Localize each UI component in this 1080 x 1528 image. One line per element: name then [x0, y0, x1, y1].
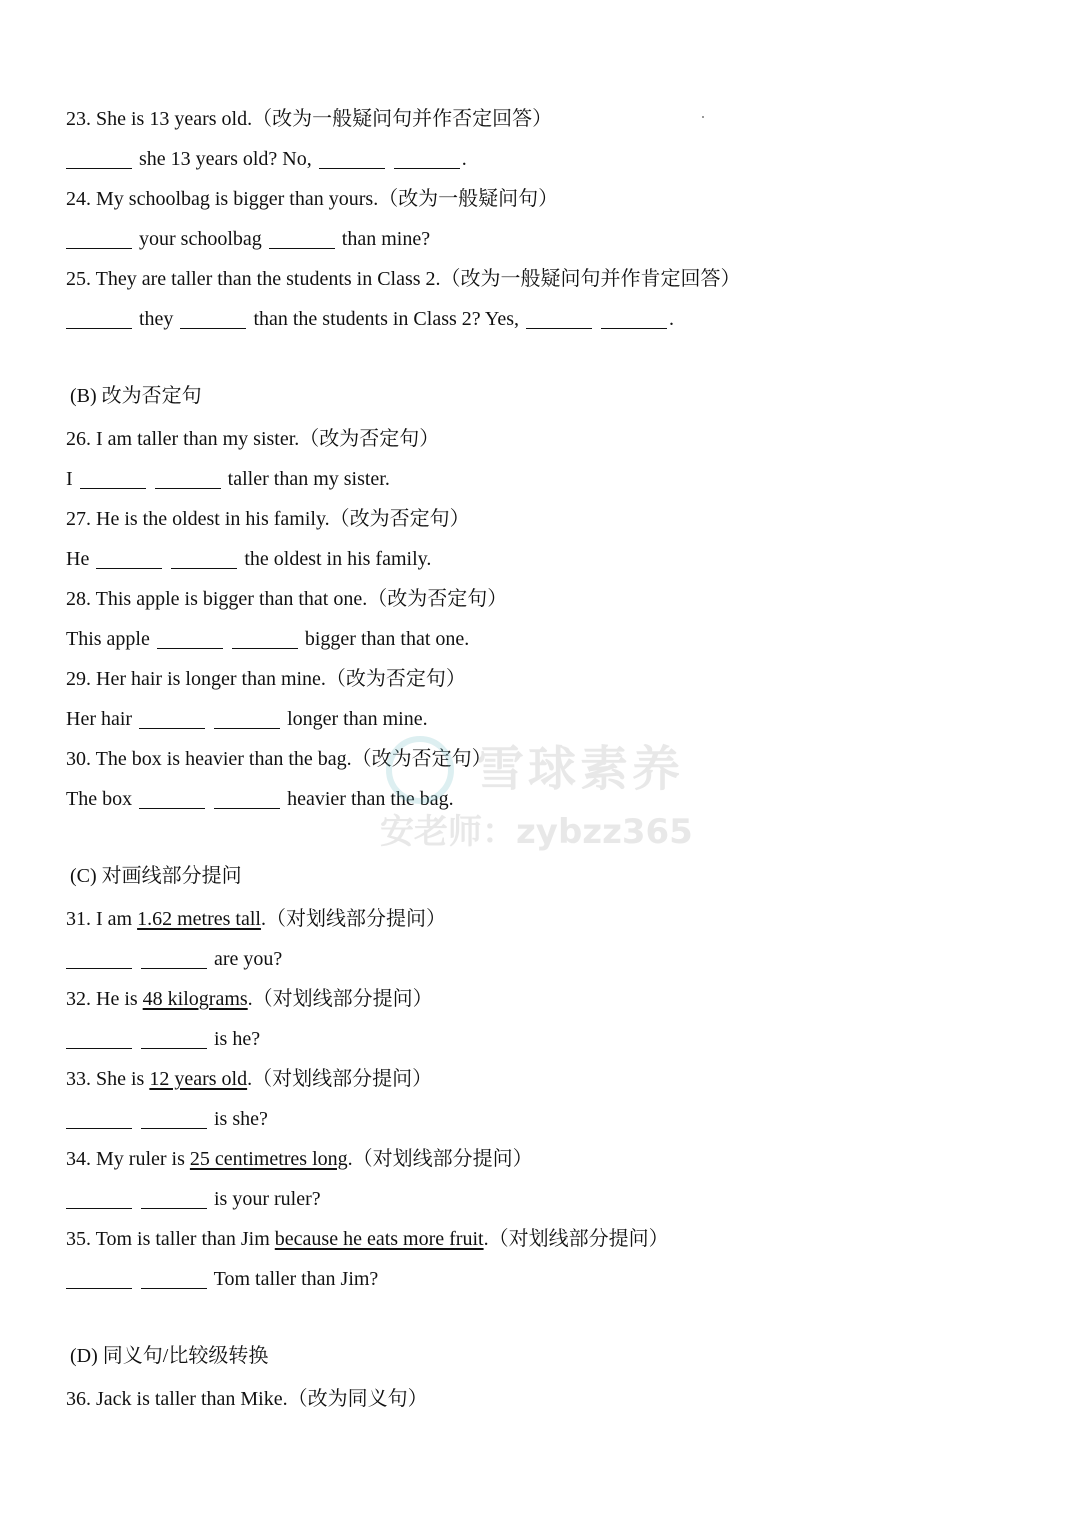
- answer-blank[interactable]: [66, 948, 132, 969]
- answer-blank[interactable]: [269, 228, 335, 249]
- watermark-title: 雪球素养: [476, 741, 685, 797]
- answer-23: she 13 years old? No, .: [66, 146, 1040, 172]
- answer-31: are you?: [66, 946, 1040, 972]
- section-d-heading: (D) 同义句/比较级转换: [70, 1345, 269, 1367]
- answer-27: He the oldest in his family.: [66, 548, 432, 570]
- answer-blank[interactable]: [66, 308, 132, 329]
- underlined-phrase: because he eats more fruit: [274, 1228, 484, 1250]
- answer-blank[interactable]: [394, 148, 460, 169]
- answer-35: Tom taller than Jim?: [66, 1266, 1040, 1292]
- answer-29: Her hair longer than mine.: [66, 708, 428, 730]
- question-34: 34. My ruler is 25 centimetres long.（对划线部分提问）: [66, 1148, 533, 1170]
- question-26: 26. I am taller than my sister.（改为否定句）: [66, 428, 440, 450]
- answer-28: This apple bigger than that one.: [66, 628, 470, 650]
- underlined-phrase: 25 centimetres long: [189, 1148, 348, 1170]
- answer-blank[interactable]: [214, 708, 280, 729]
- answer-blank[interactable]: [214, 788, 280, 809]
- question-27: 27. He is the oldest in his family.（改为否定句）: [66, 508, 470, 530]
- answer-blank[interactable]: [180, 308, 246, 329]
- answer-blank[interactable]: [171, 548, 237, 569]
- section-b-heading: (B) 改为否定句: [70, 385, 202, 407]
- answer-30: The box heavier than the bag.: [66, 788, 454, 810]
- answer-26: I taller than my sister.: [66, 468, 390, 490]
- answer-blank[interactable]: [66, 1268, 132, 1289]
- answer-blank[interactable]: [141, 1268, 207, 1289]
- answer-32: is he?: [66, 1026, 1040, 1052]
- answer-34: is your ruler?: [66, 1186, 1040, 1212]
- answer-blank[interactable]: [66, 148, 132, 169]
- answer-blank[interactable]: [526, 308, 592, 329]
- answer-blank[interactable]: [66, 1188, 132, 1209]
- answer-blank[interactable]: [141, 948, 207, 969]
- question-24: 24. My schoolbag is bigger than yours.（改为一般疑问句）: [66, 188, 559, 210]
- answer-blank[interactable]: [66, 228, 132, 249]
- question-28: 28. This apple is bigger than that one.（改为否定句）: [66, 588, 508, 610]
- answer-24: your schoolbag than mine?: [66, 226, 1040, 252]
- question-36: 36. Jack is taller than Mike.（改为同义句）: [66, 1388, 428, 1410]
- answer-33: is she?: [66, 1106, 1040, 1132]
- answer-25: they than the students in Class 2? Yes, .: [66, 306, 1040, 332]
- answer-blank[interactable]: [139, 708, 205, 729]
- answer-blank[interactable]: [96, 548, 162, 569]
- answer-blank[interactable]: [155, 468, 221, 489]
- answer-blank[interactable]: [141, 1188, 207, 1209]
- underlined-phrase: 1.62 metres tall: [137, 908, 261, 930]
- answer-blank[interactable]: [66, 1028, 132, 1049]
- question-32: 32. He is 48 kilograms.（对划线部分提问）: [66, 988, 433, 1010]
- answer-blank[interactable]: [66, 1108, 132, 1129]
- question-25: 25. They are taller than the students in Class 2.（改为一般疑问句并作肯定回答）: [66, 268, 741, 290]
- underlined-phrase: 48 kilograms: [142, 988, 248, 1010]
- answer-blank[interactable]: [232, 628, 298, 649]
- answer-blank[interactable]: [319, 148, 385, 169]
- answer-blank[interactable]: [141, 1108, 207, 1129]
- section-c-heading: (C) 对画线部分提问: [70, 865, 242, 887]
- answer-blank[interactable]: [157, 628, 223, 649]
- answer-blank[interactable]: [601, 308, 667, 329]
- question-29: 29. Her hair is longer than mine.（改为否定句）: [66, 668, 466, 690]
- question-33: 33. She is 12 years old.（对划线部分提问）: [66, 1068, 433, 1090]
- question-30: 30. The box is heavier than the bag.（改为否定句）: [66, 748, 492, 770]
- question-31: 31. I am 1.62 metres tall.（对划线部分提问）: [66, 908, 446, 930]
- question-23: 23. She is 13 years old.（改为一般疑问句并作否定回答）: [66, 108, 553, 130]
- answer-blank[interactable]: [141, 1028, 207, 1049]
- answer-blank[interactable]: [139, 788, 205, 809]
- watermark-subtitle: 安老师：zybzz365: [380, 812, 693, 852]
- underlined-phrase: 12 years old: [149, 1068, 248, 1090]
- answer-blank[interactable]: [80, 468, 146, 489]
- question-35: 35. Tom is taller than Jim because he eats more fruit.（对划线部分提问）: [66, 1228, 669, 1250]
